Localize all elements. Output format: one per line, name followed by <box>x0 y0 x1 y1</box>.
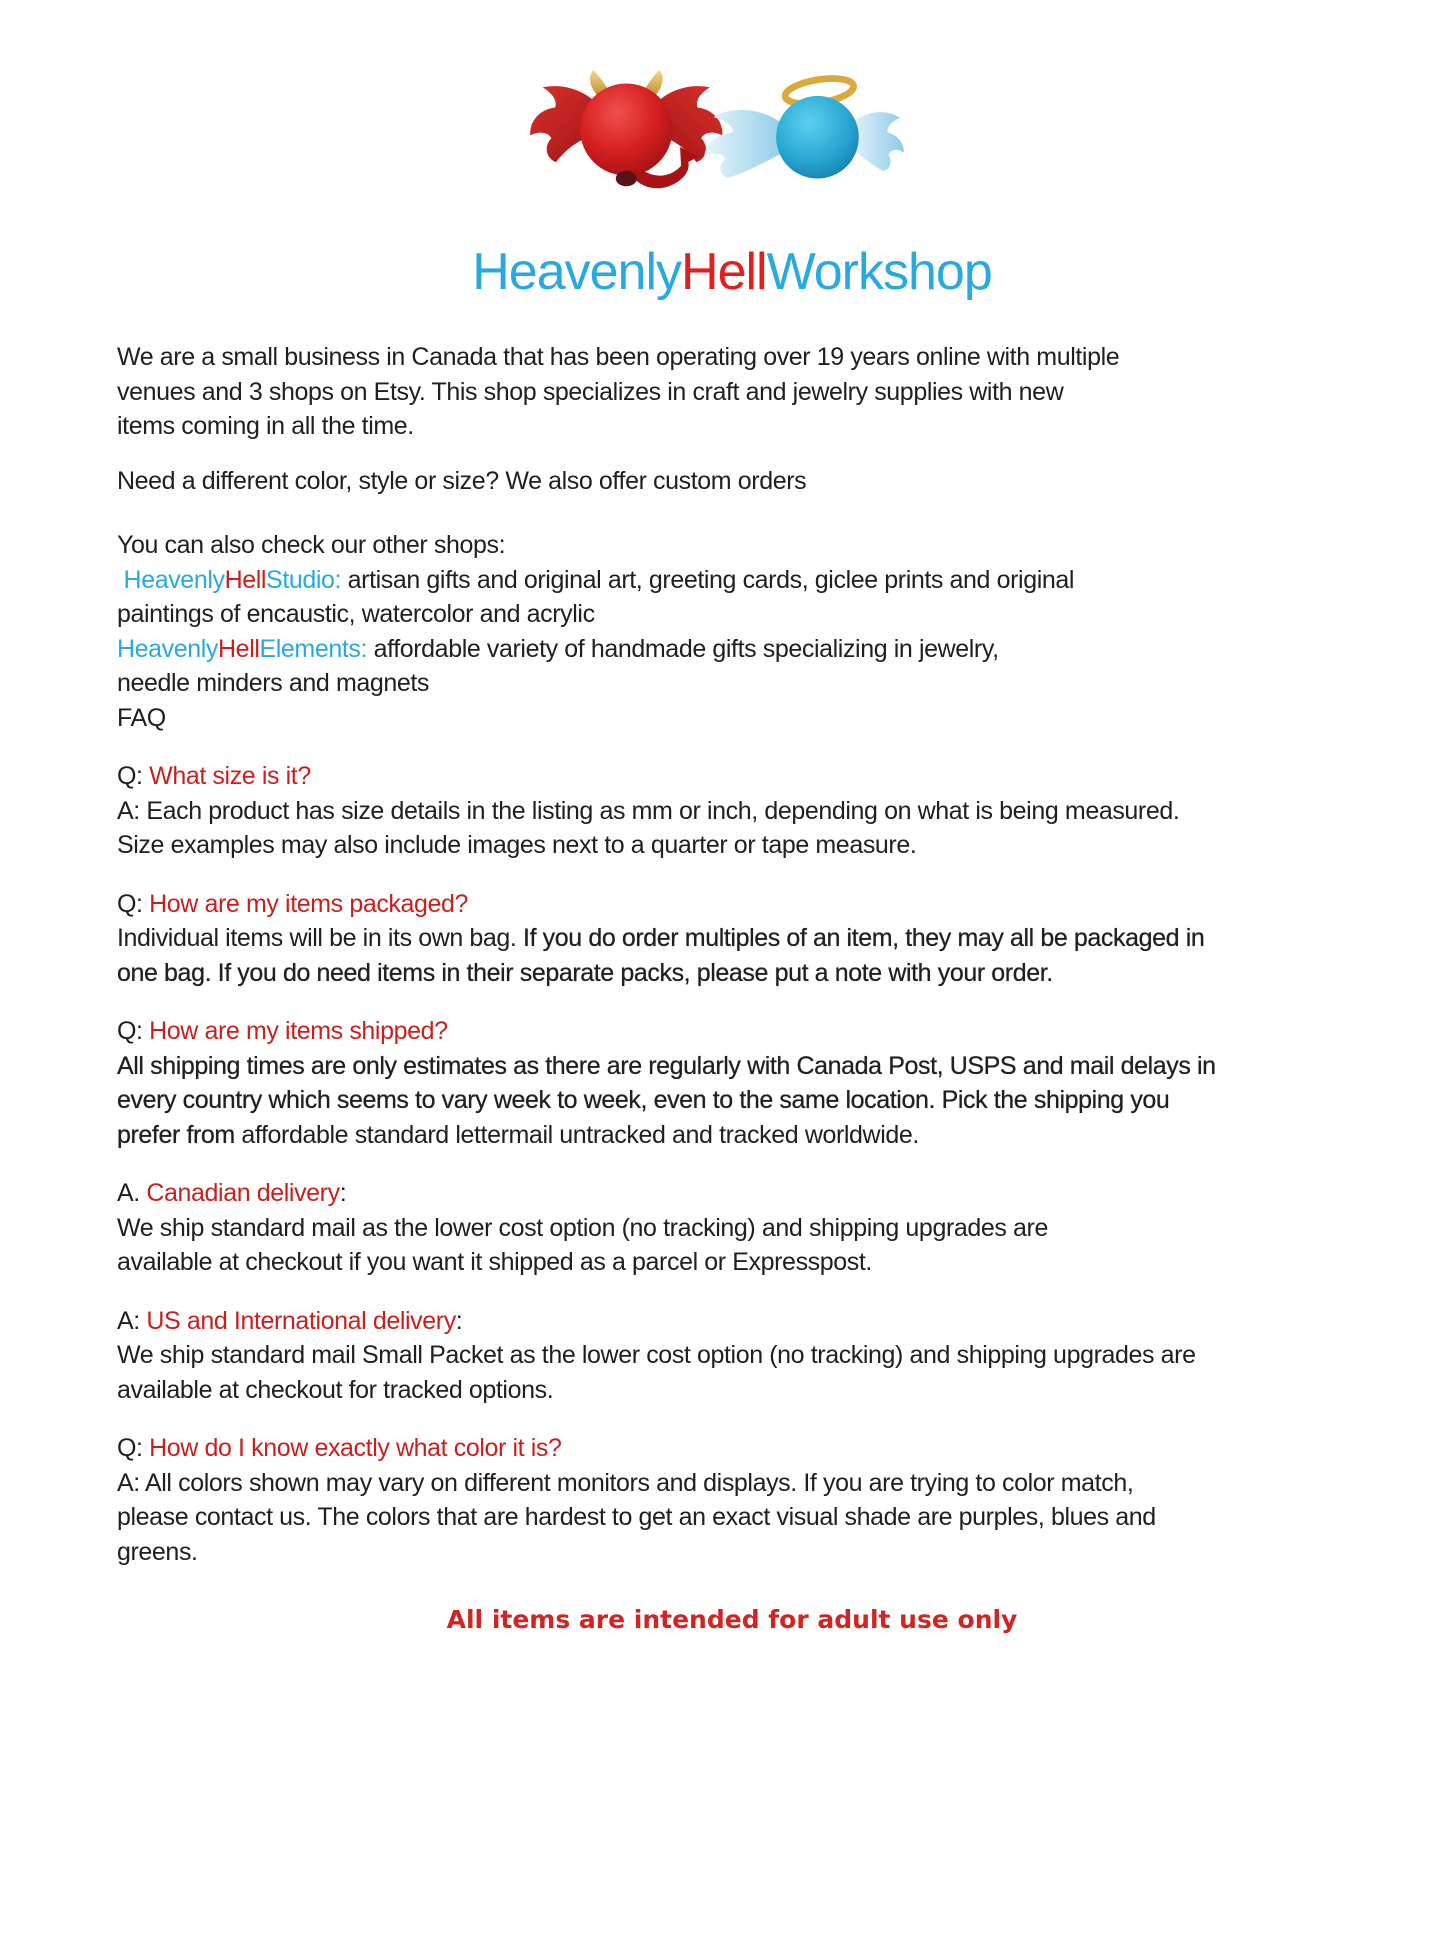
faq-question: How are my items packaged? <box>149 889 469 918</box>
answer-prefix: A. <box>117 1179 147 1207</box>
faq-heading: Canadian delivery <box>146 1179 340 1207</box>
faq-item-size <box>117 759 1377 863</box>
intro-paragraph <box>117 340 1377 444</box>
adult-use-notice: All items are intended for adult use only <box>446 1605 1018 1634</box>
faq-answer-line: one bag. If you do need items in their separate packs, please put a note with your order. <box>117 958 1053 987</box>
faq-answer-line: available at checkout for tracked options. <box>117 1375 554 1404</box>
faq-heading: US and International delivery <box>146 1306 456 1335</box>
faq-item-packaged <box>117 887 1377 991</box>
faq-answer-line: Individual items will be in its own bag. <box>117 924 524 952</box>
title-workshop: Workshop <box>766 243 992 301</box>
faq-answer-line: Size examples may also include images next to a quarter or tape measure. <box>117 831 917 859</box>
custom-orders-paragraph: Need a different color, style or size? We also offer custom orders <box>117 466 807 495</box>
studio-shop-link-suffix[interactable]: Studio: <box>266 565 342 594</box>
faq-label: FAQ <box>117 703 166 732</box>
text-line: items coming in all the time. <box>117 412 414 440</box>
faq-question: What size is it? <box>149 762 311 790</box>
faq-answer-line: greens. <box>117 1537 198 1566</box>
elements-shop-link-suffix[interactable]: Elements: <box>259 634 368 663</box>
question-prefix: Q: <box>117 762 150 790</box>
faq-answer-line: If you do order multiples of an item, they may all be packaged in <box>523 924 1205 952</box>
text-line: venues and 3 shops on Etsy. This shop specializes in craft and jewelry supplies with new <box>117 377 1064 406</box>
studio-shop-link[interactable]: Heavenly <box>117 565 225 594</box>
faq-item-us-international-delivery <box>117 1304 1377 1408</box>
title-hell: Hell <box>681 243 767 301</box>
studio-description: paintings of encaustic, watercolor and acrylic <box>117 600 595 628</box>
faq-heading-suffix: : <box>455 1306 463 1335</box>
devil-icon <box>530 70 722 188</box>
faq-question: How do I know exactly what color it is? <box>149 1434 562 1462</box>
faq-answer-line: every country which seems to vary week to week, even to the same location. Pick the shipping you <box>117 1086 1170 1114</box>
faq-answer-line: prefer from <box>117 1120 242 1149</box>
faq-item-canadian-delivery <box>117 1176 1377 1280</box>
elements-shop-link-hell[interactable]: Hell <box>218 634 260 663</box>
other-shops-block <box>117 528 1377 735</box>
faq-answer-line: All shipping times are only estimates as there are regularly with Canada Post, USPS and mail delays in <box>117 1051 1216 1080</box>
question-prefix: Q: <box>117 1017 150 1045</box>
other-shops-heading: You can also check our other shops: <box>117 531 506 559</box>
question-prefix: Q: <box>117 889 150 918</box>
faq-answer-line: We ship standard mail Small Packet as the lower cost option (no tracking) and shipping upgrades are <box>117 1341 1196 1369</box>
faq-answer-line: affordable standard lettermail untracked and tracked worldwide. <box>241 1120 919 1149</box>
text-line: We are a small business in Canada that has been operating over 19 years online with multiple <box>117 343 1120 371</box>
faq-item-color <box>117 1431 1377 1569</box>
faq-answer-line: available at checkout if you want it shipped as a parcel or Expresspost. <box>117 1248 872 1276</box>
faq-answer-line: We ship standard mail as the lower cost option (no tracking) and shipping upgrades are <box>117 1213 1048 1242</box>
faq-answer-line: A: All colors shown may vary on different monitors and displays. If you are trying to color match, <box>117 1468 1134 1497</box>
elements-description: affordable variety of handmade gifts specializing in jewelry, <box>367 634 999 663</box>
faq-question: How are my items shipped? <box>149 1017 448 1045</box>
angel-icon <box>704 74 904 178</box>
answer-prefix: A: <box>117 1306 147 1335</box>
shop-logo <box>89 70 1349 192</box>
elements-description: needle minders and magnets <box>117 669 430 697</box>
elements-shop-link[interactable]: Heavenly <box>117 634 219 663</box>
question-prefix: Q: <box>117 1434 150 1462</box>
title-heavenly: Heavenly <box>472 243 682 301</box>
document-page <box>0 70 1445 1634</box>
faq-answer-line: please contact us. The colors that are hardest to get an exact visual shade are purples, blues and <box>117 1503 1156 1531</box>
faq-heading-suffix: : <box>339 1179 347 1207</box>
page-title <box>117 242 1347 302</box>
faq-item-shipped <box>117 1014 1377 1152</box>
studio-shop-link-hell[interactable]: Hell <box>224 565 267 594</box>
studio-description: artisan gifts and original art, greeting cards, giclee prints and original <box>341 565 1075 594</box>
devil-angel-logo <box>529 70 909 192</box>
faq-answer-line: A: Each product has size details in the listing as mm or inch, depending on what is being measured. <box>117 796 1180 825</box>
